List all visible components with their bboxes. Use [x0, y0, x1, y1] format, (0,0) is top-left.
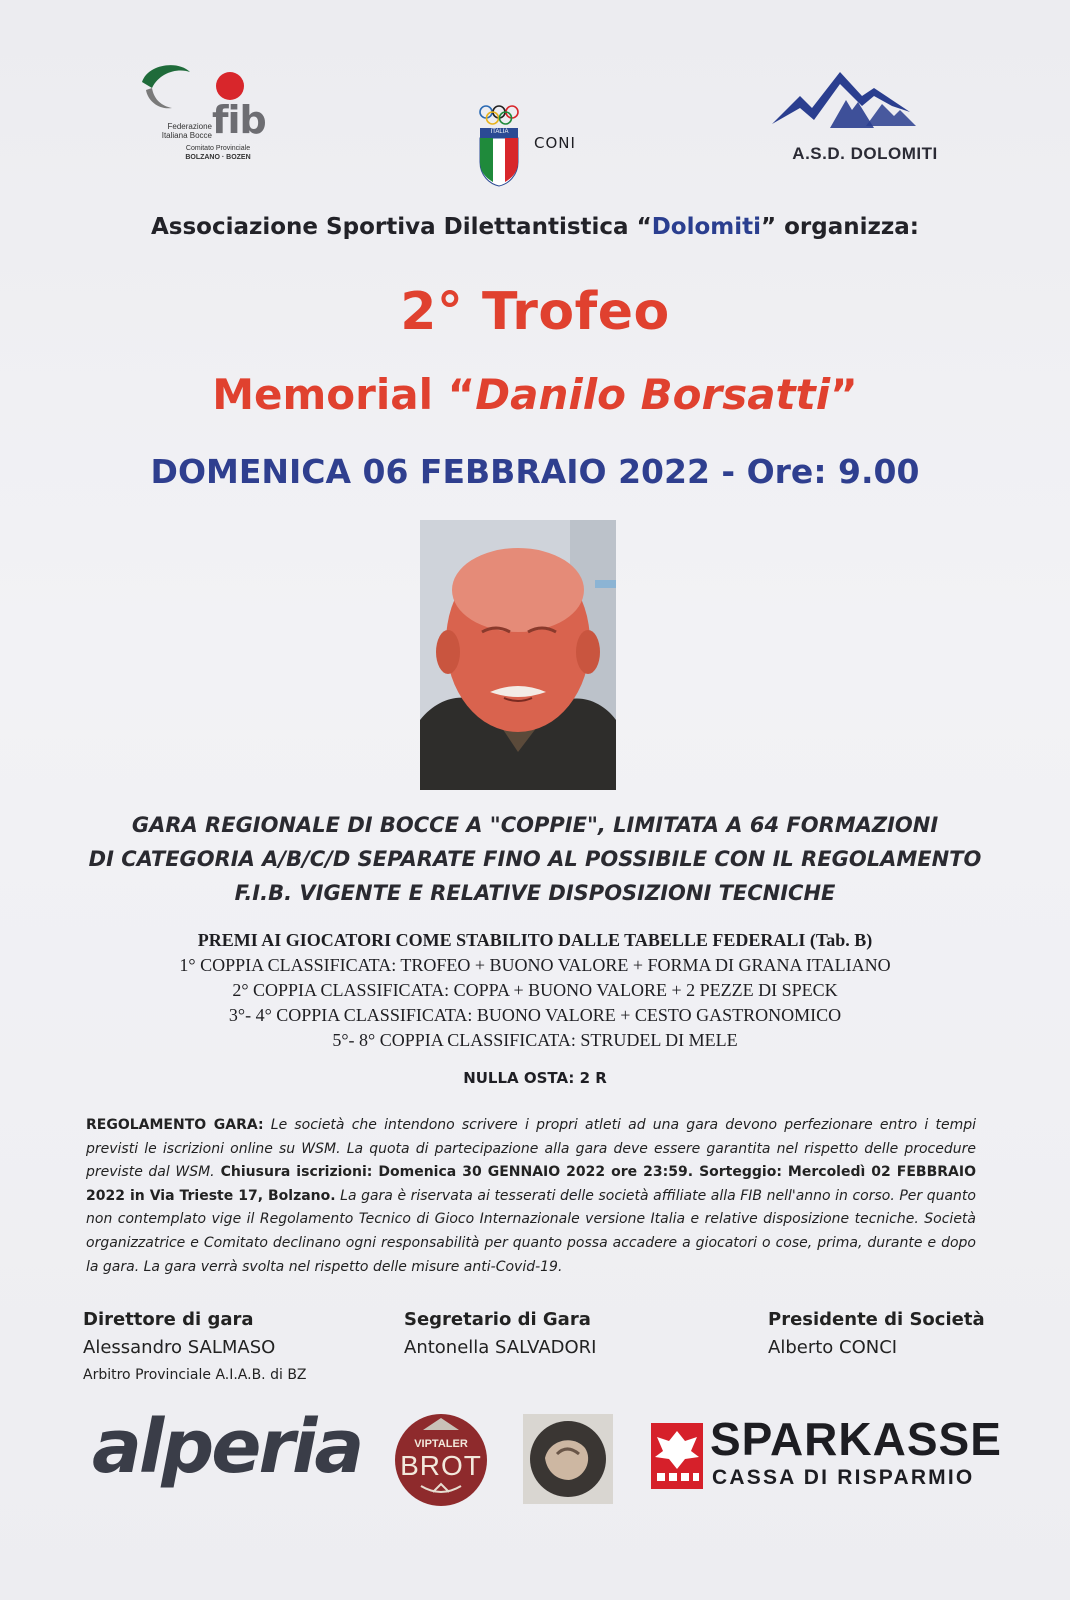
signature-presidente [768, 1306, 985, 1362]
regolamento-text-1: Le società che intendono scrivere i propri atleti ad una gara devono perfezionare entro i tempi previsti le iscrizioni online su WSM. La quota di partecipazione alla gara deve essere garantita nel rispetto delle procedure previste dal WSM. [86, 1117, 976, 1181]
regolamento-gara [86, 1114, 976, 1279]
regolamento-bold-1: Chiusura iscrizioni: Domenica 30 GENNAIO 2022 ore 23:59. Sorteggio: Mercoledì 02 FEBBRAIO 2022 in Via Trieste 17, Bolzano. [86, 1164, 977, 1204]
fib-sub-1: Comitato Provinciale [185, 145, 251, 152]
signature-name: Alberto CONCI [768, 1337, 898, 1358]
signature-role: Segretario di Gara [404, 1309, 591, 1330]
premi-item: 2° COPPIA CLASSIFICATA: COPPA + BUONO VALORE + 2 PEZZE DI SPECK [232, 980, 838, 1000]
signature-role: Presidente di Società [768, 1309, 985, 1330]
event-date: DOMENICA 06 FEBBRAIO 2022 - Ore: 9.00 [150, 452, 920, 491]
signature-segretario [404, 1306, 596, 1362]
sponsor-emblem-icon [523, 1414, 613, 1504]
gara-description [60, 808, 1010, 910]
eagle-emblem-icon [651, 1423, 703, 1489]
mountains-icon [770, 66, 960, 136]
viptaler-brot-logo [393, 1412, 489, 1508]
asd-dolomiti-logo [770, 66, 960, 176]
org-after: ” organizza: [761, 214, 920, 240]
memorial-suffix: ” [830, 370, 858, 419]
coni-italia-text: ITALIA [490, 129, 509, 135]
premi-heading: PREMI AI GIOCATORI COME STABILITO DALLE TABELLE FEDERALI (Tab. B) [197, 930, 873, 950]
premi-item: 3°- 4° COPPIA CLASSIFICATA: BUONO VALORE + CESTO GASTRONOMICO [228, 1005, 842, 1025]
trofeo-title: 2° Trofeo [400, 282, 670, 342]
signature-sub: Arbitro Provinciale A.I.A.B. di BZ [83, 1367, 307, 1383]
fib-logo [138, 60, 288, 170]
coni-text: CONI [534, 134, 576, 152]
fib-line-2: Italiana Bocce [161, 131, 212, 140]
nulla-osta: NULLA OSTA: 2 R [463, 1069, 607, 1087]
portrait-illustration [420, 520, 616, 790]
brot-top-text: VIPTALER [414, 1438, 468, 1450]
signature-name: Alessandro SALMASO [83, 1337, 276, 1358]
organizer-line [0, 214, 1070, 240]
sparkasse-emblem [651, 1423, 703, 1489]
gara-line-2: DI CATEGORIA A/B/C/D SEPARATE FINO AL POSSIBILE CON IL REGOLAMENTO [88, 847, 982, 871]
memorial-title [0, 370, 1070, 419]
fib-sub-2: BOLZANO · BOZEN [185, 154, 251, 161]
memorial-name: Danilo Borsatti [475, 370, 831, 419]
signature-role: Direttore di gara [83, 1309, 254, 1330]
signature-direttore [83, 1306, 307, 1388]
memorial-prefix: Memorial “ [212, 370, 476, 419]
gara-line-1: GARA REGIONALE DI BOCCE A "COPPIE", LIMITATA A 64 FORMAZIONI [131, 813, 939, 837]
signature-name: Antonella SALVADORI [404, 1337, 597, 1358]
fib-line-1: Federazione [167, 122, 212, 131]
fib-mark: fib [212, 98, 266, 142]
regolamento-label: REGOLAMENTO GARA: [86, 1117, 264, 1133]
asd-dolomiti-text: A.S.D. DOLOMITI [792, 144, 938, 163]
gara-line-3: F.I.B. VIGENTE E RELATIVE DISPOSIZIONI TECNICHE [234, 881, 836, 905]
sparkasse-name: SPARKASSE [710, 1413, 1002, 1465]
alperia-logo: alperia [92, 1404, 362, 1490]
premi-item: 5°- 8° COPPIA CLASSIFICATA: STRUDEL DI MELE [332, 1030, 738, 1050]
olympic-rings-icon [478, 104, 528, 190]
portrait-photo [420, 520, 616, 790]
coni-logo [478, 104, 588, 190]
org-before: Associazione Sportiva Dilettantistica “ [150, 214, 652, 240]
premi-item: 1° COPPIA CLASSIFICATA: TROFEO + BUONO VALORE + FORMA DI GRANA ITALIANO [179, 955, 891, 975]
sponsor-tile-logo [523, 1414, 613, 1504]
regolamento-text-2: La gara è riservata ai tesserati delle società affiliate alla FIB nell'anno in corso. Per quanto non contemplato vige il Regolamento Tecnico di Gioco Internazionale versione Italia e relative disposizione tecniche. Società organizzatrice e Comitato declinano ogni responsabilità per quanto possa accadere a giocatori o cose, prima, durante e dopo la gara. La gara verrà svolta nel rispetto delle misure anti-Covid-19. [86, 1187, 976, 1275]
brot-main-text: BROT [400, 1450, 482, 1481]
premi-section [80, 928, 990, 1053]
org-name: Dolomiti [651, 214, 761, 240]
sparkasse-subtitle: CASSA DI RISPARMIO [712, 1466, 975, 1489]
